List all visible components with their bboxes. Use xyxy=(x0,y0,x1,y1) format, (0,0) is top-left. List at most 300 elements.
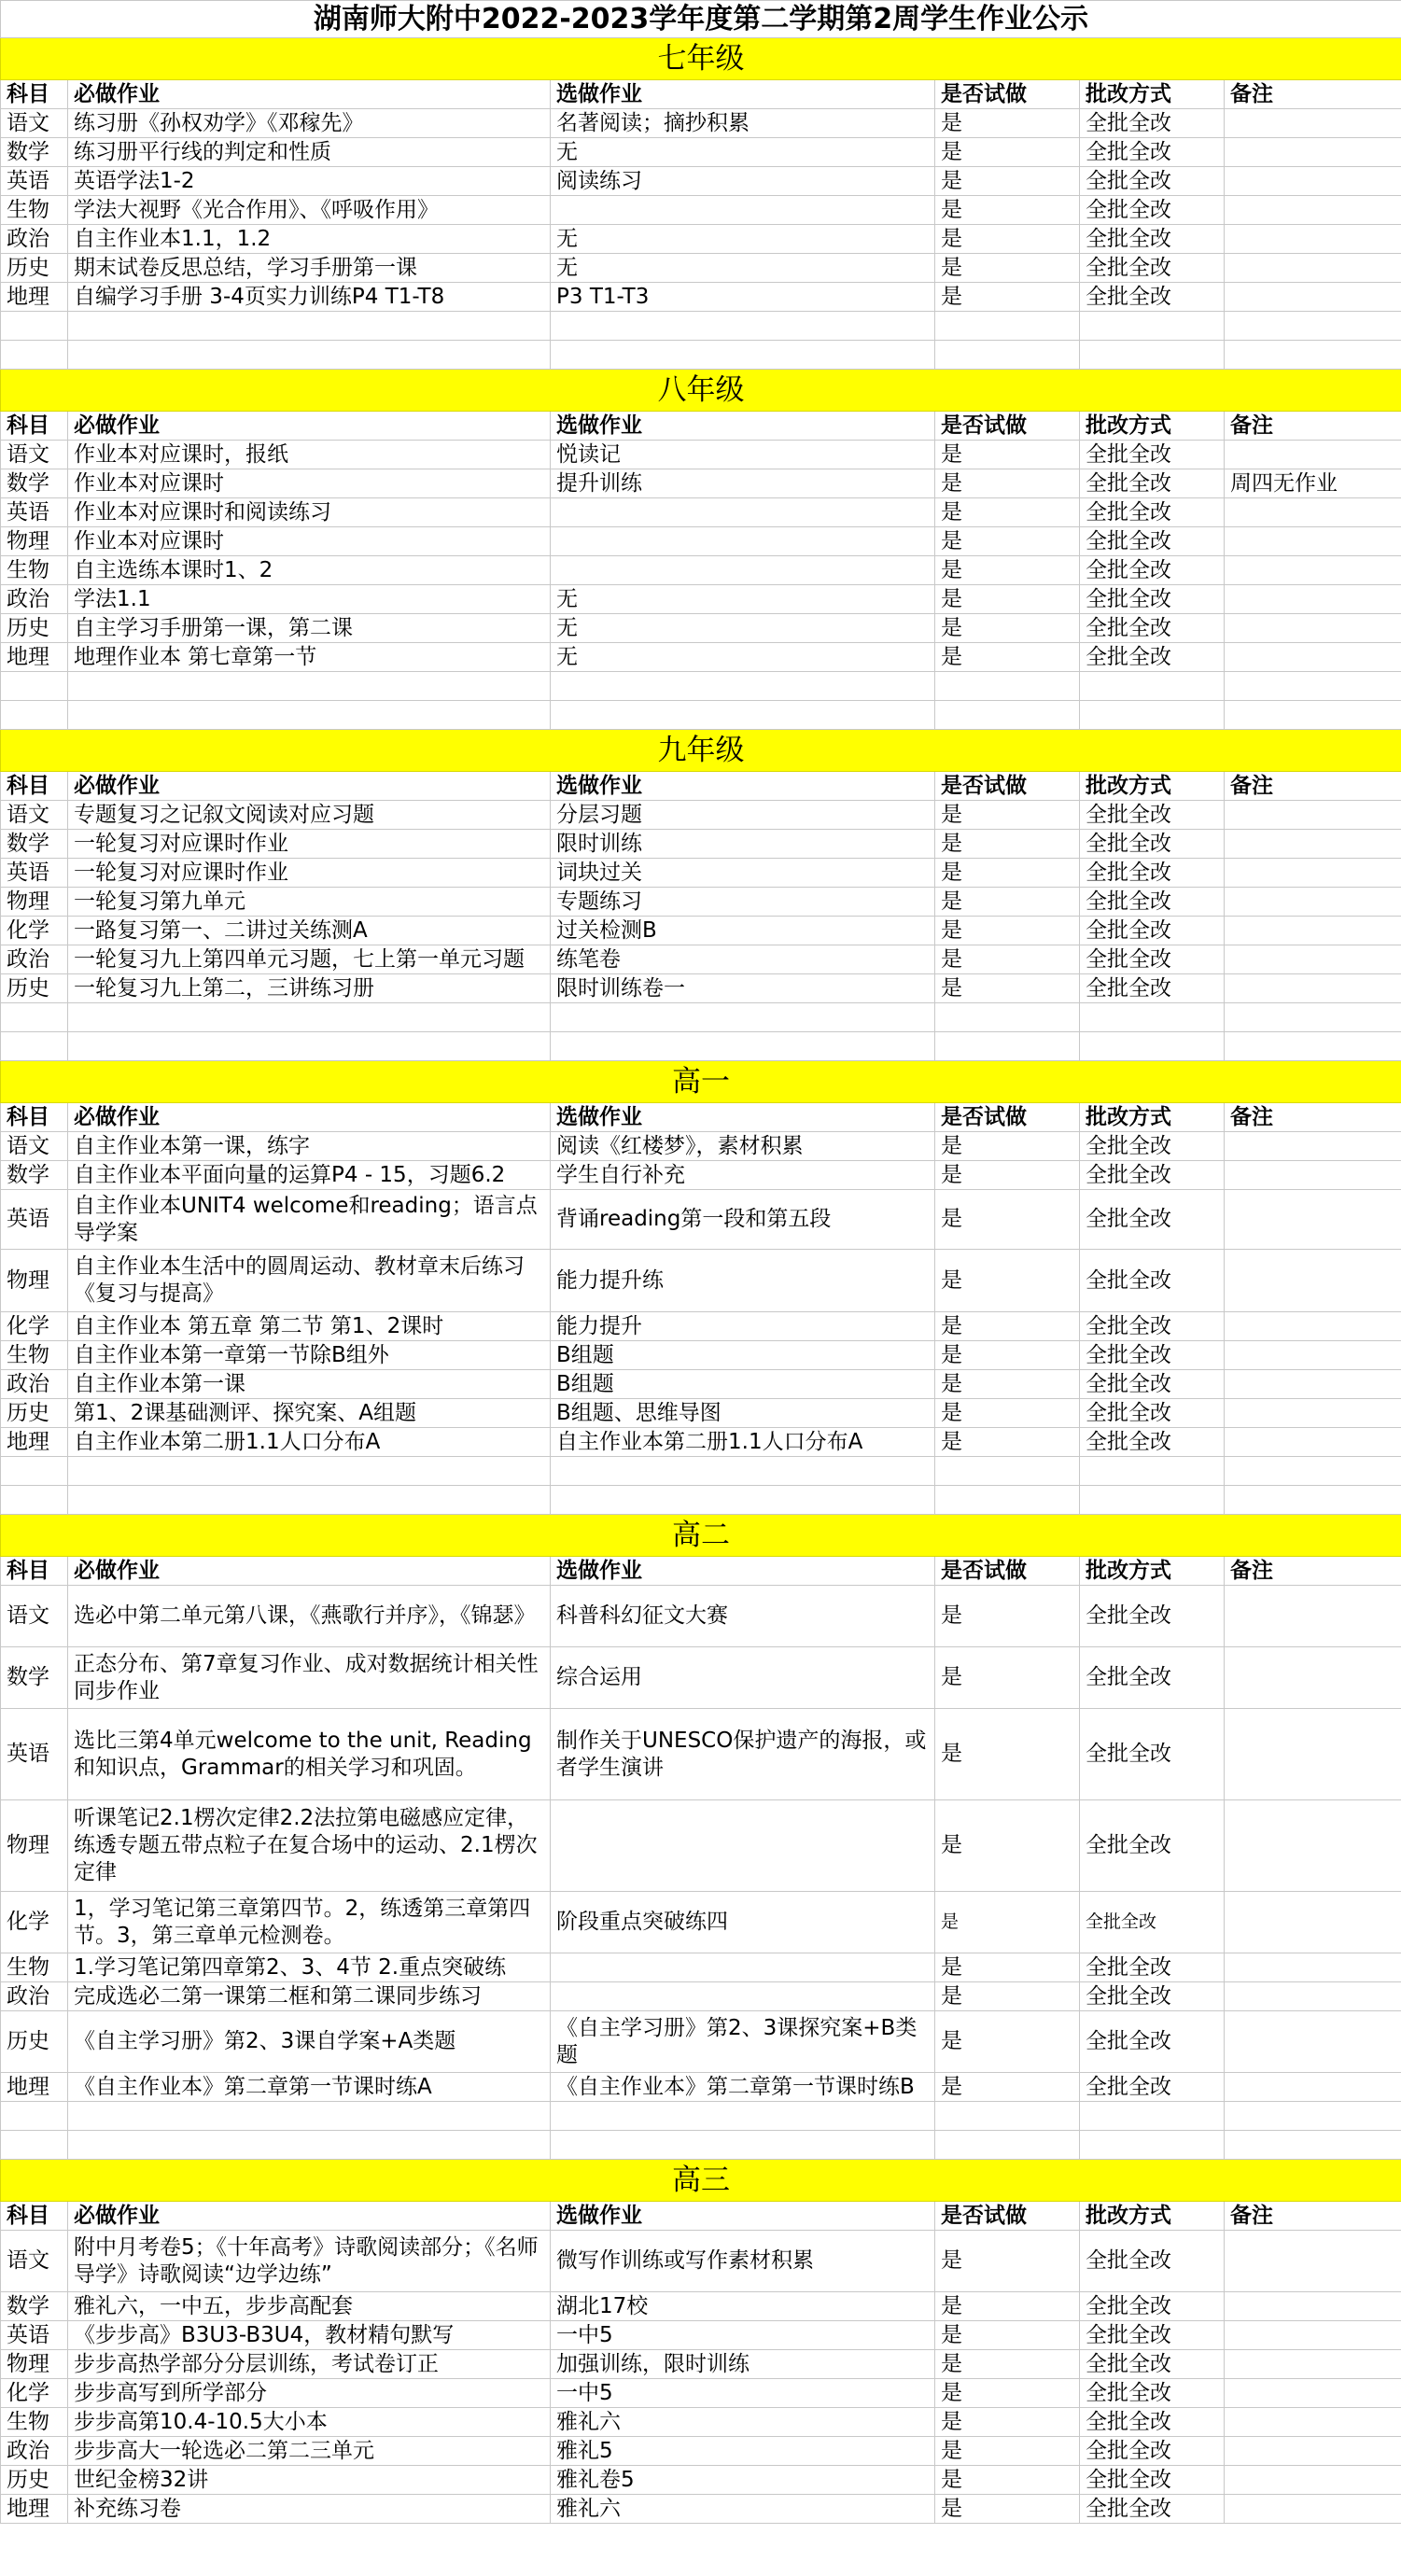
subject-cell: 地理 xyxy=(1,1428,68,1457)
optional-homework-cell: 能力提升 xyxy=(551,1312,935,1341)
optional-homework-cell: 学生自行补充 xyxy=(551,1161,935,1190)
table-row xyxy=(1,2231,1401,2292)
empty-cell xyxy=(68,2102,551,2131)
grading-cell: 全批全改 xyxy=(1080,469,1225,498)
required-homework-cell: 自主选练本课时1、2 xyxy=(68,556,551,585)
required-homework-cell: 练习册《孙权劝学》《邓稼先》 xyxy=(68,109,551,138)
empty-cell xyxy=(551,312,935,341)
empty-cell xyxy=(551,1003,935,1032)
empty-cell xyxy=(1080,312,1225,341)
table-row xyxy=(1,469,1401,498)
column-header: 批改方式 xyxy=(1080,1557,1225,1586)
grading-cell: 全批全改 xyxy=(1080,2292,1225,2321)
empty-cell xyxy=(1080,2131,1225,2160)
trial-cell: 是 xyxy=(935,859,1080,888)
table-row xyxy=(1,801,1401,830)
required-homework-cell: 1.学习笔记第四章第2、3、4节 2.重点突破练 xyxy=(68,1953,551,1982)
optional-homework-cell: 词块过关 xyxy=(551,859,935,888)
required-homework-cell: 一轮复习对应课时作业 xyxy=(68,859,551,888)
remark-cell xyxy=(1225,196,1401,225)
empty-cell xyxy=(935,672,1080,701)
table-row xyxy=(1,2437,1401,2466)
subject-cell: 政治 xyxy=(1,585,68,614)
required-homework-cell: 自主作业本第一章第一节除B组外 xyxy=(68,1341,551,1370)
trial-cell: 是 xyxy=(935,888,1080,917)
trial-cell: 是 xyxy=(935,1341,1080,1370)
empty-cell xyxy=(1080,1486,1225,1515)
grading-cell: 全批全改 xyxy=(1080,2495,1225,2524)
empty-cell xyxy=(1225,1457,1401,1486)
remark-cell xyxy=(1225,441,1401,469)
column-header: 批改方式 xyxy=(1080,1103,1225,1132)
subject-cell: 地理 xyxy=(1,643,68,672)
required-homework-cell: 步步高热学部分分层训练，考试卷订正 xyxy=(68,2350,551,2379)
remark-cell xyxy=(1225,283,1401,312)
required-homework-cell: 第1、2课基础测评、探究案、A组题 xyxy=(68,1399,551,1428)
empty-cell xyxy=(1,341,68,370)
empty-cell xyxy=(551,1032,935,1061)
table-row xyxy=(1,167,1401,196)
grading-cell: 全批全改 xyxy=(1080,1982,1225,2011)
table-row xyxy=(1,888,1401,917)
trial-cell: 是 xyxy=(935,469,1080,498)
subject-cell: 语文 xyxy=(1,1132,68,1161)
column-header: 选做作业 xyxy=(551,2202,935,2231)
trial-cell: 是 xyxy=(935,2408,1080,2437)
required-homework-cell: 1，学习笔记第三章第四节。2，练透第三章第四节。3，第三章单元检测卷。 xyxy=(68,1892,551,1953)
trial-cell: 是 xyxy=(935,2379,1080,2408)
table-row xyxy=(1,527,1401,556)
empty-cell xyxy=(935,1032,1080,1061)
table-row xyxy=(1,109,1401,138)
remark-cell xyxy=(1225,2379,1401,2408)
table-row xyxy=(1,2321,1401,2350)
empty-cell xyxy=(551,1457,935,1486)
table-row xyxy=(1,1892,1401,1953)
column-header: 科目 xyxy=(1,412,68,441)
grading-cell: 全批全改 xyxy=(1080,1132,1225,1161)
empty-cell xyxy=(1225,1486,1401,1515)
empty-cell xyxy=(68,1032,551,1061)
remark-cell xyxy=(1225,109,1401,138)
optional-homework-cell: 制作关于UNESCO保护遗产的海报，或者学生演讲 xyxy=(551,1709,935,1800)
remark-cell xyxy=(1225,917,1401,945)
blank-row xyxy=(1,2102,1401,2131)
column-header: 备注 xyxy=(1225,1557,1401,1586)
subject-cell: 数学 xyxy=(1,138,68,167)
empty-cell xyxy=(1225,672,1401,701)
required-homework-cell: 作业本对应课时 xyxy=(68,527,551,556)
required-homework-cell: 雅礼六，一中五，步步高配套 xyxy=(68,2292,551,2321)
grading-cell: 全批全改 xyxy=(1080,1190,1225,1250)
grading-cell: 全批全改 xyxy=(1080,614,1225,643)
trial-cell: 是 xyxy=(935,1800,1080,1892)
grading-cell: 全批全改 xyxy=(1080,556,1225,585)
optional-homework-cell: 分层习题 xyxy=(551,801,935,830)
grading-cell: 全批全改 xyxy=(1080,859,1225,888)
required-homework-cell: 补充练习卷 xyxy=(68,2495,551,2524)
required-homework-cell: 学法大视野《光合作用》、《呼吸作用》 xyxy=(68,196,551,225)
trial-cell: 是 xyxy=(935,254,1080,283)
table-row xyxy=(1,1161,1401,1190)
required-homework-cell: 自主作业本第二册1.1人口分布A xyxy=(68,1428,551,1457)
empty-cell xyxy=(1080,2102,1225,2131)
empty-cell xyxy=(551,2131,935,2160)
grade-title: 高三 xyxy=(1,2160,1401,2202)
subject-cell: 英语 xyxy=(1,2321,68,2350)
required-homework-cell: 作业本对应课时和阅读练习 xyxy=(68,498,551,527)
grading-cell: 全批全改 xyxy=(1080,1370,1225,1399)
grading-cell: 全批全改 xyxy=(1080,1161,1225,1190)
empty-cell xyxy=(1,1457,68,1486)
table-row xyxy=(1,2292,1401,2321)
subject-cell: 物理 xyxy=(1,2350,68,2379)
empty-cell xyxy=(935,2131,1080,2160)
subject-cell: 英语 xyxy=(1,859,68,888)
trial-cell: 是 xyxy=(935,1370,1080,1399)
remark-cell xyxy=(1225,167,1401,196)
empty-cell xyxy=(1080,701,1225,730)
required-homework-cell: 自主作业本生活中的圆周运动、教材章末后练习《复习与提高》 xyxy=(68,1250,551,1312)
remark-cell xyxy=(1225,1161,1401,1190)
remark-cell xyxy=(1225,1399,1401,1428)
remark-cell xyxy=(1225,1341,1401,1370)
subject-cell: 数学 xyxy=(1,830,68,859)
optional-homework-cell xyxy=(551,1800,935,1892)
required-homework-cell: 步步高第10.4-10.5大小本 xyxy=(68,2408,551,2437)
column-header: 是否试做 xyxy=(935,412,1080,441)
empty-cell xyxy=(1080,1457,1225,1486)
table-row xyxy=(1,498,1401,527)
table-row xyxy=(1,1647,1401,1709)
subject-cell: 生物 xyxy=(1,556,68,585)
remark-cell xyxy=(1225,556,1401,585)
column-header: 科目 xyxy=(1,772,68,801)
grading-cell: 全批全改 xyxy=(1080,2408,1225,2437)
subject-cell: 历史 xyxy=(1,2466,68,2495)
grade-banner-row xyxy=(1,1061,1401,1103)
required-homework-cell: 《自主作业本》第二章第一节课时练A xyxy=(68,2073,551,2102)
required-homework-cell: 《步步高》B3U3-B3U4，教材精句默写 xyxy=(68,2321,551,2350)
empty-cell xyxy=(935,341,1080,370)
grading-cell: 全批全改 xyxy=(1080,2073,1225,2102)
column-header: 选做作业 xyxy=(551,772,935,801)
trial-cell: 是 xyxy=(935,2292,1080,2321)
required-homework-cell: 一轮复习九上第四单元习题，七上第一单元习题 xyxy=(68,945,551,974)
remark-cell xyxy=(1225,2292,1401,2321)
empty-cell xyxy=(68,341,551,370)
trial-cell: 是 xyxy=(935,2495,1080,2524)
empty-cell xyxy=(935,2102,1080,2131)
grading-cell: 全批全改 xyxy=(1080,1953,1225,1982)
column-header: 选做作业 xyxy=(551,1557,935,1586)
subject-cell: 政治 xyxy=(1,945,68,974)
subject-cell: 数学 xyxy=(1,1161,68,1190)
optional-homework-cell: 《自主学习册》第2、3课探究案+B类题 xyxy=(551,2011,935,2073)
table-row xyxy=(1,2073,1401,2102)
optional-homework-cell: 雅礼5 xyxy=(551,2437,935,2466)
table-row xyxy=(1,1428,1401,1457)
subject-cell: 生物 xyxy=(1,1953,68,1982)
table-row xyxy=(1,1312,1401,1341)
remark-cell xyxy=(1225,1647,1401,1709)
remark-cell xyxy=(1225,1190,1401,1250)
optional-homework-cell: 《自主作业本》第二章第一节课时练B xyxy=(551,2073,935,2102)
optional-homework-cell: 湖北17校 xyxy=(551,2292,935,2321)
column-header: 科目 xyxy=(1,1557,68,1586)
optional-homework-cell: 练笔卷 xyxy=(551,945,935,974)
subject-cell: 英语 xyxy=(1,167,68,196)
grade-banner-row xyxy=(1,1515,1401,1557)
trial-cell: 是 xyxy=(935,2350,1080,2379)
grading-cell: 全批全改 xyxy=(1080,888,1225,917)
required-homework-cell: 一轮复习对应课时作业 xyxy=(68,830,551,859)
column-header: 批改方式 xyxy=(1080,80,1225,109)
column-header: 是否试做 xyxy=(935,1103,1080,1132)
remark-cell xyxy=(1225,2437,1401,2466)
required-homework-cell: 自编学习手册 3-4页实力训练P4 T1-T8 xyxy=(68,283,551,312)
trial-cell: 是 xyxy=(935,614,1080,643)
grading-cell: 全批全改 xyxy=(1080,109,1225,138)
table-row xyxy=(1,585,1401,614)
trial-cell: 是 xyxy=(935,167,1080,196)
empty-cell xyxy=(68,312,551,341)
column-header: 必做作业 xyxy=(68,80,551,109)
empty-cell xyxy=(68,1457,551,1486)
required-homework-cell: 自主作业本第一课 xyxy=(68,1370,551,1399)
grading-cell: 全批全改 xyxy=(1080,585,1225,614)
empty-cell xyxy=(935,1003,1080,1032)
optional-homework-cell: 加强训练，限时训练 xyxy=(551,2350,935,2379)
remark-cell xyxy=(1225,1586,1401,1647)
required-homework-cell: 选必中第二单元第八课，《燕歌行并序》，《锦瑟》 xyxy=(68,1586,551,1647)
empty-cell xyxy=(1080,341,1225,370)
empty-cell xyxy=(1225,701,1401,730)
table-row xyxy=(1,283,1401,312)
optional-homework-cell: B组题 xyxy=(551,1341,935,1370)
table-row xyxy=(1,643,1401,672)
subject-cell: 历史 xyxy=(1,974,68,1003)
required-homework-cell: 一路复习第一、二讲过关练测A xyxy=(68,917,551,945)
required-homework-cell: 《自主学习册》第2、3课自学案+A类题 xyxy=(68,2011,551,2073)
trial-cell: 是 xyxy=(935,498,1080,527)
required-homework-cell: 一轮复习第九单元 xyxy=(68,888,551,917)
optional-homework-cell: 无 xyxy=(551,585,935,614)
empty-cell xyxy=(68,672,551,701)
empty-cell xyxy=(68,1003,551,1032)
subject-cell: 英语 xyxy=(1,498,68,527)
optional-homework-cell: 雅礼卷5 xyxy=(551,2466,935,2495)
trial-cell: 是 xyxy=(935,2321,1080,2350)
grading-cell: 全批全改 xyxy=(1080,1892,1225,1953)
trial-cell: 是 xyxy=(935,1250,1080,1312)
table-row xyxy=(1,1800,1401,1892)
remark-cell xyxy=(1225,1370,1401,1399)
table-row xyxy=(1,917,1401,945)
column-header: 是否试做 xyxy=(935,80,1080,109)
optional-homework-cell: 自主作业本第二册1.1人口分布A xyxy=(551,1428,935,1457)
empty-cell xyxy=(1225,2102,1401,2131)
grade-title: 高二 xyxy=(1,1515,1401,1557)
subject-cell: 化学 xyxy=(1,2379,68,2408)
subject-cell: 生物 xyxy=(1,2408,68,2437)
subject-cell: 地理 xyxy=(1,2073,68,2102)
optional-homework-cell: 一中5 xyxy=(551,2379,935,2408)
grading-cell: 全批全改 xyxy=(1080,1341,1225,1370)
column-header: 备注 xyxy=(1225,1103,1401,1132)
optional-homework-cell xyxy=(551,527,935,556)
blank-row xyxy=(1,1486,1401,1515)
remark-cell xyxy=(1225,585,1401,614)
remark-cell xyxy=(1225,138,1401,167)
required-homework-cell: 选比三第4单元welcome to the unit, Reading和知识点，Grammar的相关学习和巩固。 xyxy=(68,1709,551,1800)
grading-cell: 全批全改 xyxy=(1080,1647,1225,1709)
required-homework-cell: 正态分布、第7章复习作业、成对数据统计相关性同步作业 xyxy=(68,1647,551,1709)
remark-cell xyxy=(1225,225,1401,254)
remark-cell xyxy=(1225,2350,1401,2379)
remark-cell xyxy=(1225,2495,1401,2524)
grading-cell: 全批全改 xyxy=(1080,2350,1225,2379)
empty-cell xyxy=(1225,1003,1401,1032)
required-homework-cell: 专题复习之记叙文阅读对应习题 xyxy=(68,801,551,830)
grading-cell: 全批全改 xyxy=(1080,138,1225,167)
subject-cell: 物理 xyxy=(1,527,68,556)
optional-homework-cell xyxy=(551,196,935,225)
remark-cell xyxy=(1225,498,1401,527)
optional-homework-cell xyxy=(551,1982,935,2011)
subject-cell: 生物 xyxy=(1,1341,68,1370)
trial-cell: 是 xyxy=(935,585,1080,614)
grading-cell: 全批全改 xyxy=(1080,441,1225,469)
required-homework-cell: 练习册平行线的判定和性质 xyxy=(68,138,551,167)
grading-cell: 全批全改 xyxy=(1080,917,1225,945)
remark-cell xyxy=(1225,527,1401,556)
optional-homework-cell: B组题 xyxy=(551,1370,935,1399)
trial-cell: 是 xyxy=(935,1132,1080,1161)
subject-cell: 英语 xyxy=(1,1190,68,1250)
remark-cell xyxy=(1225,1892,1401,1953)
optional-homework-cell: 提升训练 xyxy=(551,469,935,498)
grade-banner-row xyxy=(1,730,1401,772)
required-homework-cell: 作业本对应课时 xyxy=(68,469,551,498)
table-row xyxy=(1,138,1401,167)
optional-homework-cell: 无 xyxy=(551,225,935,254)
remark-cell xyxy=(1225,1709,1401,1800)
empty-cell xyxy=(551,2102,935,2131)
empty-cell xyxy=(1080,1003,1225,1032)
optional-homework-cell: 阶段重点突破练四 xyxy=(551,1892,935,1953)
empty-cell xyxy=(551,341,935,370)
remark-cell xyxy=(1225,945,1401,974)
subject-cell: 历史 xyxy=(1,254,68,283)
remark-cell xyxy=(1225,2073,1401,2102)
remark-cell xyxy=(1225,1953,1401,1982)
empty-cell xyxy=(68,2131,551,2160)
remark-cell xyxy=(1225,888,1401,917)
optional-homework-cell: 无 xyxy=(551,643,935,672)
trial-cell: 是 xyxy=(935,945,1080,974)
optional-homework-cell: 雅礼六 xyxy=(551,2408,935,2437)
trial-cell: 是 xyxy=(935,196,1080,225)
grading-cell: 全批全改 xyxy=(1080,1312,1225,1341)
column-header-row xyxy=(1,1103,1401,1132)
optional-homework-cell: P3 T1-T3 xyxy=(551,283,935,312)
table-row xyxy=(1,1370,1401,1399)
required-homework-cell: 世纪金榜32讲 xyxy=(68,2466,551,2495)
table-row xyxy=(1,196,1401,225)
empty-cell xyxy=(1225,1032,1401,1061)
column-header: 备注 xyxy=(1225,2202,1401,2231)
table-row xyxy=(1,830,1401,859)
optional-homework-cell: 阅读《红楼梦》，素材积累 xyxy=(551,1132,935,1161)
remark-cell xyxy=(1225,974,1401,1003)
subject-cell: 化学 xyxy=(1,1312,68,1341)
trial-cell: 是 xyxy=(935,1161,1080,1190)
table-row xyxy=(1,1586,1401,1647)
optional-homework-cell: 能力提升练 xyxy=(551,1250,935,1312)
column-header-row xyxy=(1,772,1401,801)
column-header: 是否试做 xyxy=(935,1557,1080,1586)
remark-cell xyxy=(1225,830,1401,859)
remark-cell xyxy=(1225,1132,1401,1161)
column-header: 批改方式 xyxy=(1080,772,1225,801)
optional-homework-cell: 科普科幻征文大赛 xyxy=(551,1586,935,1647)
grading-cell: 全批全改 xyxy=(1080,1586,1225,1647)
subject-cell: 数学 xyxy=(1,469,68,498)
empty-cell xyxy=(1,672,68,701)
required-homework-cell: 一轮复习九上第二，三讲练习册 xyxy=(68,974,551,1003)
blank-row xyxy=(1,1032,1401,1061)
trial-cell: 是 xyxy=(935,2437,1080,2466)
column-header: 必做作业 xyxy=(68,1557,551,1586)
trial-cell: 是 xyxy=(935,1953,1080,1982)
optional-homework-cell: 限时训练卷一 xyxy=(551,974,935,1003)
remark-cell xyxy=(1225,614,1401,643)
empty-cell xyxy=(935,1486,1080,1515)
column-header: 选做作业 xyxy=(551,1103,935,1132)
grading-cell: 全批全改 xyxy=(1080,643,1225,672)
empty-cell xyxy=(1225,341,1401,370)
grading-cell: 全批全改 xyxy=(1080,2437,1225,2466)
required-homework-cell: 学法1.1 xyxy=(68,585,551,614)
empty-cell xyxy=(1225,312,1401,341)
empty-cell xyxy=(1,701,68,730)
empty-cell xyxy=(551,1486,935,1515)
subject-cell: 历史 xyxy=(1,614,68,643)
optional-homework-cell: 雅礼六 xyxy=(551,2495,935,2524)
column-header: 科目 xyxy=(1,2202,68,2231)
subject-cell: 历史 xyxy=(1,1399,68,1428)
required-homework-cell: 期末试卷反思总结，学习手册第一课 xyxy=(68,254,551,283)
empty-cell xyxy=(1080,672,1225,701)
trial-cell: 是 xyxy=(935,556,1080,585)
table-row xyxy=(1,1953,1401,1982)
grade-title: 高一 xyxy=(1,1061,1401,1103)
grading-cell: 全批全改 xyxy=(1080,1250,1225,1312)
trial-cell: 是 xyxy=(935,974,1080,1003)
optional-homework-cell: 综合运用 xyxy=(551,1647,935,1709)
subject-cell: 数学 xyxy=(1,2292,68,2321)
column-header-row xyxy=(1,80,1401,109)
column-header: 必做作业 xyxy=(68,2202,551,2231)
column-header: 备注 xyxy=(1225,772,1401,801)
grading-cell: 全批全改 xyxy=(1080,1428,1225,1457)
table-row xyxy=(1,1341,1401,1370)
grade-banner-row xyxy=(1,2160,1401,2202)
grading-cell: 全批全改 xyxy=(1080,801,1225,830)
column-header: 必做作业 xyxy=(68,412,551,441)
required-homework-cell: 自主作业本第一课，练字 xyxy=(68,1132,551,1161)
